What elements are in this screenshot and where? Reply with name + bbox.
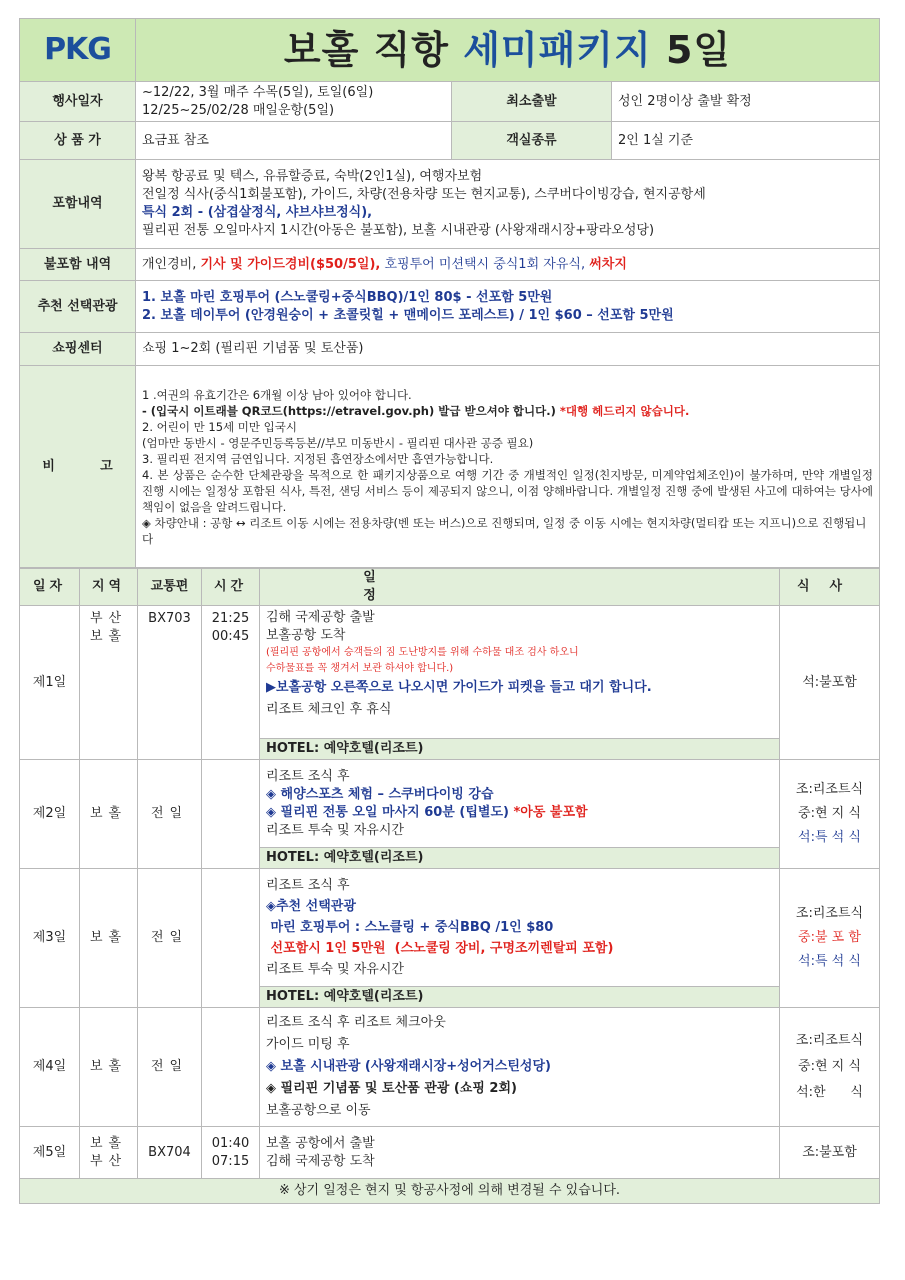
- day3-label: 제3일: [20, 869, 80, 1008]
- day2-schedule: 리조트 조식 후 ◈ 해양스포츠 체험 – 스쿠버다이빙 강습 ◈ 필리핀 전통 오일 마사지 60분 (팁별도) *아동 불포함 리조트 투숙 및 자유시간: [260, 760, 780, 848]
- col-schedule: 일정: [260, 569, 780, 606]
- day5-transport: BX704: [138, 1127, 202, 1179]
- day2-hotel: HOTEL: 예약호텔(리조트): [260, 848, 780, 869]
- col-transport: 교통편: [138, 569, 202, 606]
- schedule-table: [19, 568, 880, 1204]
- day2-region: 보홀: [80, 760, 138, 869]
- page-title: 보홀 직항 세미패키지 5일: [136, 19, 880, 82]
- day4-transport: 전일: [138, 1008, 202, 1127]
- event-date-label: 행사일자: [20, 82, 136, 122]
- col-time: 시간: [202, 569, 260, 606]
- day3-hotel: HOTEL: 예약호텔(리조트): [260, 987, 780, 1008]
- day2-transport: 전일: [138, 760, 202, 869]
- day3-time: [202, 869, 260, 1008]
- include-label: 포함내역: [20, 160, 136, 249]
- room-type-label: 객실종류: [452, 122, 612, 160]
- day1-label: 제1일: [20, 606, 80, 760]
- col-meal: 식사: [780, 569, 880, 606]
- day5-region: 보홀 부산: [80, 1127, 138, 1179]
- room-type-value: 2인 1실 기준: [612, 122, 880, 160]
- day1-meal: 석:불포함: [780, 606, 880, 760]
- notes-label: 비 고: [20, 366, 136, 568]
- min-departure-label: 최소출발: [452, 82, 612, 122]
- price-label: 상 품 가: [20, 122, 136, 160]
- day1-schedule: 김해 국제공항 출발 보홀공항 도착 (필리핀 공항에서 승객들의 짐 도난방지를 위해 수하물 대조 검사 하오니 수하물표를 꼭 챙겨서 보관 하셔야 합니다.) ▶보홀공항 오른쪽으로 나오시면 가이드가 피켓을 들고 대기 합니다. 리조트 체크인 후 휴식: [260, 606, 780, 739]
- info-table: [19, 18, 880, 568]
- itinerary-document: [19, 18, 879, 1204]
- day1-region: 부산 보홀: [80, 606, 138, 760]
- day5-time: 01:40 07:15: [202, 1127, 260, 1179]
- include-value: 왕복 항공료 및 텍스, 유류할증료, 숙박(2인1실), 여행자보험 전일정 식사(중식1회불포함), 가이드, 차량(전용차량 또는 현지교통), 스쿠버다이빙강습, 현지공항세 특식 2회 - (삼겹살정식, 샤브샤브정식), 필리핀 전통 오일마사지 1시간(아동은 불포함), 보홀 시내관광 (사왕재래시장+팡라오성당): [136, 160, 880, 249]
- day1-transport: BX703: [138, 606, 202, 760]
- day3-region: 보홀: [80, 869, 138, 1008]
- day4-schedule: 리조트 조식 후 리조트 체크아웃 가이드 미팅 후 ◈ 보홀 시내관광 (사왕재래시장+성어거스틴성당) ◈ 필리핀 기념품 및 토산품 관광 (쇼핑 2회) 보홀공항으로 이동: [260, 1008, 780, 1127]
- option-tour-label: 추천 선택관광: [20, 281, 136, 333]
- day2-meal: 조:리조트식 중:현 지 식 석:특 석 식: [780, 760, 880, 869]
- shopping-label: 쇼핑센터: [20, 333, 136, 366]
- day4-meal: 조:리조트식 중:현 지 식 석:한 식: [780, 1008, 880, 1127]
- day3-meal: 조:리조트식 중:불 포 함 석:특 석 식: [780, 869, 880, 1008]
- min-departure-value: 성인 2명이상 출발 확정: [612, 82, 880, 122]
- event-date-value: ~12/22, 3월 매주 수목(5일), 토일(6일) 12/25~25/02/28 매일운항(5일): [136, 82, 452, 122]
- day4-label: 제4일: [20, 1008, 80, 1127]
- notes-value: 1 .여권의 유효기간은 6개월 이상 남아 있어야 합니다. - (입국시 이트래블 QR코드(https://etravel.gov.ph) 발급 받으셔야 합니다.) *대행 헤드리지 않습니다. 2. 어린이 만 15세 미만 입국시 (엄마만 동반시 - 영문주민등록등본//부모 미동반시 - 필리핀 대사관 공증 필요) 3. 필리핀 전지역 금연입니다. 지정된 흡연장소에서만 흡연가능합니다. 4. 본 상품은 순수한 단체관광을 목적으로 한 패키지상품으로 여행 기간 중 개별적인 일정(친지방문, 미계약업체조인)이 불가하며, 만약 개별일정 진행 시에는 일정상 포함된 식사, 특전, 샌딩 서비스 등이 제공되지 않으니, 이점 양해바랍니다. 개별일정 진행 중에 발생된 사고에 대하여는 당사에 책임이 없음을 알려드립니다. ◈ 차량안내 : 공항 ↔ 리조트 이동 시에는 전용차량(벤 또는 버스)으로 진행되며, 일정 중 이동 시에는 현지차량(멀티캅 또는 지프니)으로 진행됩니다: [136, 366, 880, 568]
- day5-meal: 조:불포함: [780, 1127, 880, 1179]
- exclude-value: 개인경비, 기사 및 가이드경비($50/5일), 호핑투어 미션택시 중식1회 자유식, 써차지: [136, 249, 880, 281]
- price-value: 요금표 참조: [136, 122, 452, 160]
- day3-schedule: 리조트 조식 후 ◈추천 선택관광 마린 호핑투어 : 스노클링 + 중식BBQ /1인 $80 선포함시 1인 5만원 (스노쿨링 장비, 구명조끼렌탈피 포함) 리조트 투숙 및 자유시간: [260, 869, 780, 987]
- exclude-label: 불포함 내역: [20, 249, 136, 281]
- pkg-logo: PKG: [20, 19, 136, 82]
- day5-schedule: 보홀 공항에서 출발 김해 국제공항 도착: [260, 1127, 780, 1179]
- day4-region: 보홀: [80, 1008, 138, 1127]
- footer-note: ※ 상기 일정은 현지 및 항공사정에 의해 변경될 수 있습니다.: [20, 1179, 880, 1204]
- day5-label: 제5일: [20, 1127, 80, 1179]
- option-tour-value: 1. 보홀 마린 호핑투어 (스노쿨링+중식BBQ)/1인 80$ - 선포함 5만원 2. 보홀 데이투어 (안경원숭이 + 초콜릿힐 + 맨메이드 포레스트) / 1인 $60 – 선포함 5만원: [136, 281, 880, 333]
- day4-time: [202, 1008, 260, 1127]
- day2-label: 제2일: [20, 760, 80, 869]
- col-region: 지역: [80, 569, 138, 606]
- day1-hotel: HOTEL: 예약호텔(리조트): [260, 739, 780, 760]
- col-day: 일자: [20, 569, 80, 606]
- day1-time: 21:25 00:45: [202, 606, 260, 760]
- day2-time: [202, 760, 260, 869]
- day3-transport: 전일: [138, 869, 202, 1008]
- shopping-value: 쇼핑 1~2회 (필리핀 기념품 및 토산품): [136, 333, 880, 366]
